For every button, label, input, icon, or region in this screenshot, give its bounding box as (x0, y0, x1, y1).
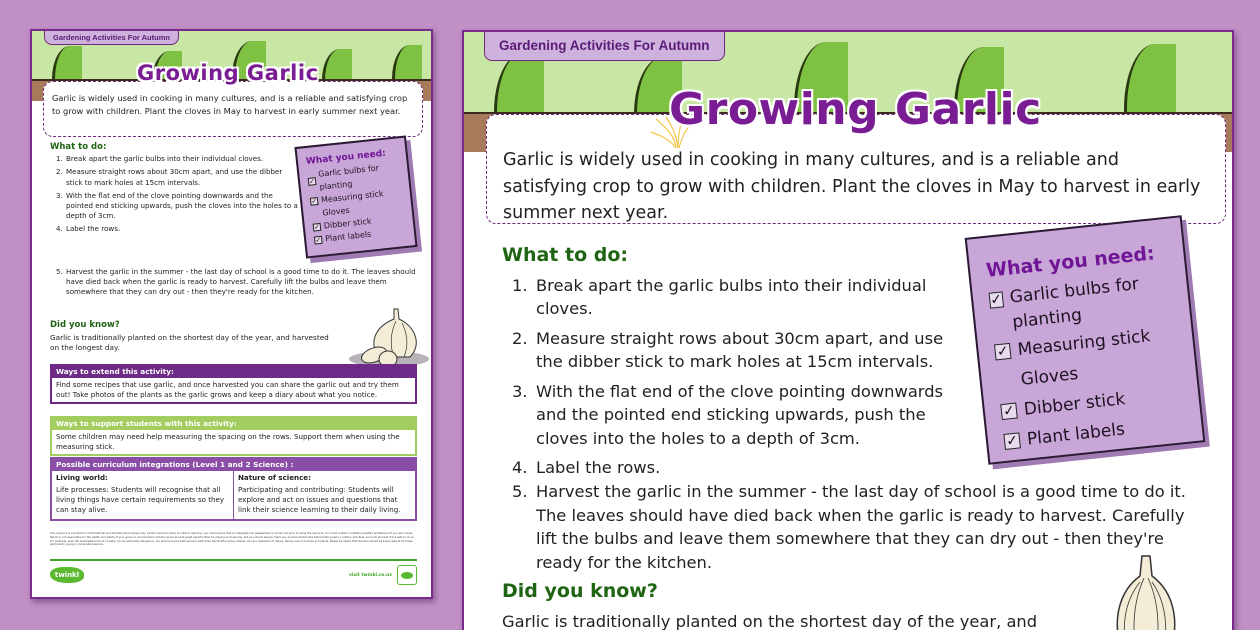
step-item (56, 224, 300, 234)
step-item (56, 191, 300, 222)
curriculum-col-title: Nature of science: (238, 473, 311, 482)
step-number: 5. (56, 267, 63, 276)
need-item-label: Dibber stick (323, 216, 372, 231)
checkbox-checked-icon: ✓ (313, 222, 321, 232)
what-you-need-heading: What you need: (305, 148, 387, 168)
page-footer (50, 559, 417, 585)
need-item-label: Measuring stick (320, 189, 385, 205)
step-text: Measure straight rows about 30cm apart, and use the dibber stick to mark holes at 15cm intervals. (66, 167, 283, 187)
did-you-know-section (502, 580, 1062, 630)
step-item (512, 480, 1197, 574)
step-number: 1. (512, 275, 528, 295)
visit-twinkl-link[interactable]: visit twinkl.co.nz (348, 572, 392, 578)
step-number: 5. (512, 482, 528, 501)
need-item-label: Garlic bulbs for planting (1008, 274, 1140, 333)
what-you-need-note (965, 215, 1206, 465)
step-item (512, 274, 972, 321)
extend-text: Find some recipes that use garlic, and once harvested you can share the garlic out and try them out! Take photos of the plants as the garlic grows and keep a diary about what you notice. (56, 380, 399, 399)
did-you-know-text: Garlic is traditionally planted on the shortest day of the year, and (502, 611, 1038, 630)
step-text: Break apart the garlic bulbs into their individual cloves. (66, 154, 264, 164)
step-item (512, 327, 972, 374)
curriculum-section (50, 457, 417, 521)
need-item-label: Garlic bulbs for planting (317, 163, 380, 192)
what-to-do-section (50, 142, 300, 238)
step-text: Label the rows. (536, 458, 661, 477)
step-text: Measure straight rows about 30cm apart, and use the dibber stick to mark holes at 15cm intervals. (536, 328, 944, 371)
worksheet-detail-view[interactable] (462, 30, 1234, 630)
step-number: 3. (512, 381, 528, 401)
quality-checked-badge-icon (397, 565, 417, 585)
twinkl-logo[interactable]: twinkl (50, 567, 84, 583)
intro-text: Garlic is widely used in cooking in many cultures, and is a reliable and satisfying crop to grow with children. Plant the cloves in May to harvest in early summer next year. (503, 150, 1201, 223)
did-you-know-heading: Did you know? (50, 320, 120, 330)
step-text: Break apart the garlic bulbs into their individual cloves. (536, 275, 927, 318)
did-you-know-text: Garlic is traditionally planted on the shortest day of the year, and harvested on the longest day. (50, 332, 329, 352)
step-item (56, 167, 300, 187)
curriculum-col-text: Participating and contributing: Students will explore and act on issues and questions that link their science learning to their daily living. (238, 485, 401, 514)
page-title: Growing Garlic (137, 61, 319, 85)
step-text: Harvest the garlic in the summer - the last day of school is a good time to do it. The leaves should have died back when the garlic is ready to harvest. Carefully lift the bulbs and leave them somewhere that they can dry out - then they're ready for the kitchen. (536, 482, 1186, 572)
what-to-do-heading: What to do: (502, 244, 629, 266)
extend-heading: Ways to extend this activity: (52, 366, 415, 378)
worksheet-thumbnail[interactable] (30, 29, 433, 599)
checkbox-checked-icon: ✓ (989, 291, 1003, 309)
step-number: 2. (512, 328, 528, 348)
need-item-label: Plant labels (324, 229, 372, 244)
extend-activity-section (50, 364, 417, 404)
step-text: Harvest the garlic in the summer - the last day of school is a good time to do it. The leaves should have died back when the garlic is ready to harvest. Carefully lift the bulbs and leave them somewhere that they can dry out - then they're ready for the kitchen. (66, 267, 416, 297)
step-number: 1. (56, 154, 63, 164)
curriculum-col-living-world (52, 471, 233, 519)
what-you-need-note (294, 135, 417, 258)
curriculum-col-text: Life processes: Students will recognise that all living things have certain requirements so they can stay alive. (56, 485, 225, 514)
step-number: 3. (56, 190, 63, 200)
need-item-label: Dibber stick (1022, 389, 1127, 420)
step-number: 2. (56, 167, 63, 177)
checkbox-checked-icon: ✓ (314, 235, 322, 244)
step-item (56, 267, 428, 298)
did-you-know-heading: Did you know? (502, 580, 658, 602)
support-students-section (50, 416, 417, 456)
curriculum-heading: Possible curriculum integrations (Level 1 and 2 Science) : (52, 459, 415, 471)
category-tag: Gardening Activities For Autumn (484, 32, 725, 61)
what-to-do-heading: What to do: (50, 142, 107, 152)
curriculum-col-title: Living world: (56, 473, 108, 482)
support-heading: Ways to support students with this activity: (52, 418, 415, 430)
need-item-label: Gloves (1019, 363, 1080, 390)
need-item-label: Measuring stick (1016, 326, 1152, 361)
garlic-bulb-icon (344, 303, 433, 369)
checkbox-checked-icon: ✓ (308, 177, 316, 186)
support-text: Some children may need help measuring the spacing on the rows. Support them when using the measuring stick. (56, 432, 400, 451)
need-item-label: Plant labels (1026, 419, 1126, 450)
garlic-bulb-icon (1104, 552, 1184, 630)
category-tag: Gardening Activities For Autumn (44, 31, 179, 45)
step-text: Label the rows. (66, 224, 121, 234)
curriculum-col-nature-of-science (233, 471, 415, 519)
checkbox-checked-icon: ✓ (1003, 432, 1021, 450)
step-item (512, 456, 972, 480)
what-you-need-heading: What you need: (985, 242, 1156, 282)
checkbox-checked-icon: ✓ (310, 196, 318, 206)
step-text: With the flat end of the clove pointing downwards and the pointed end sticking upwards, push the cloves into the holes to a depth of 3cm. (536, 381, 944, 448)
checkbox-checked-icon: ✓ (994, 343, 1012, 361)
step-number: 4. (512, 458, 528, 477)
page-title: Growing Garlic (669, 84, 1042, 135)
need-item-label: Gloves (322, 205, 350, 218)
step-item (56, 154, 300, 164)
disclaimer-text: This resource is provided for informational and educational purposes only. As this resource refers to outdoor learning, you must ensure that an adequate risk assessment is carried out prior to using the resource. You must contact a suitably qualified professional if you are unsure. Twinkl is not responsible for the health and safety of your group or environment. Outdoor areas provide great opportunities for playing and learning, but you should always check any environmental risks before taking part in outdoor activities, and only proceed if it is safe to do so. For example, even the shallowest amount of water can be extremely dangerous. You should ensure that learners wash their hands after being outside, and are respectful of nature, taking care of animals and plants. Please be aware that learners should be supervised at all times, particularly young or vulnerable learners. (50, 532, 415, 547)
did-you-know-section (50, 320, 330, 354)
intro-text: Garlic is widely used in cooking in many cultures, and is a reliable and satisfying crop to grow with children. Plant the cloves in May to harvest in early summer next year. (52, 93, 408, 116)
what-to-do-section (502, 244, 972, 486)
intro-box (43, 81, 423, 137)
step-item (512, 380, 972, 451)
step-number: 4. (56, 224, 63, 234)
checkbox-checked-icon: ✓ (1000, 403, 1018, 421)
step-text: With the flat end of the clove pointing downwards and the pointed end sticking upwards, push the cloves into the holes to a depth of 3cm. (66, 190, 298, 221)
